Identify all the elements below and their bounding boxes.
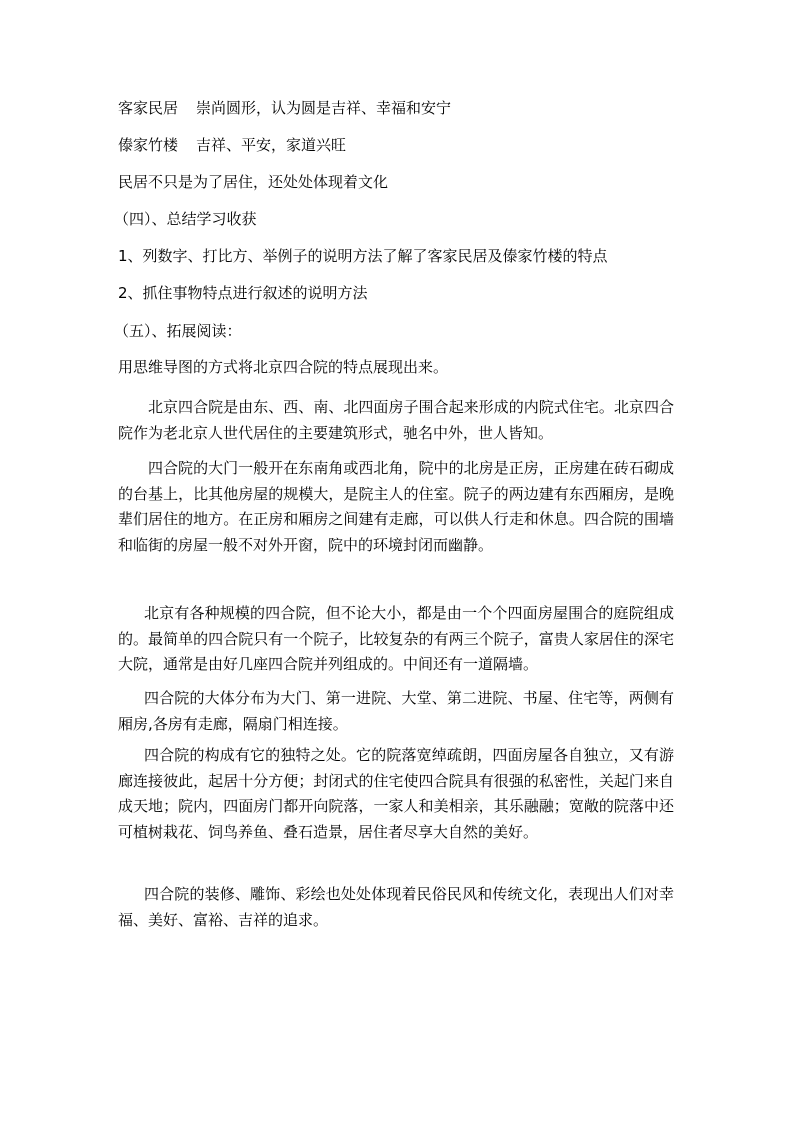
dai-text: 吉祥、平安，家道兴旺: [196, 136, 347, 154]
hakka-label: 客家民居: [118, 99, 179, 117]
paragraph-3: 北京有各种规模的四合院，但不论大小，都是由一个个四面房屋围合的庭院组成的。最简单的四合院只有一个院子，比较复杂的有两三个院子，富贵人家居住的深宅大院，通常是由好几座四合院并列组成的。中间还有一道隔墙。: [118, 604, 674, 673]
paragraph-1: 北京四合院是由东、西、南、北四面房子围合起来形成的内院式住宅。北京四合院作为老北京人世代居住的主要建筑形式，驰名中外，世人皆知。: [118, 398, 674, 442]
dai-line: [118, 135, 346, 155]
summary-item-1: 1、列数字、打比方、举例子的说明方法了解了客家民居及傣家竹楼的特点: [118, 247, 608, 265]
culture-line: 民居不只是为了居住，还处处体现着文化: [118, 173, 389, 191]
section-5-heading: （五）、拓展阅读：: [114, 322, 242, 340]
dai-label: 傣家竹楼: [118, 136, 179, 154]
paragraph-2: 四合院的大门一般开在东南角或西北角，院中的北房是正房，正房建在砖石砌成的台基上，比其他房屋的规模大，是院主人的住室。院子的两边建有东西厢房，是晚辈们居住的地方。在正房和厢房之间建有走廊，可以供人行走和休息。四合院的围墙和临街的房屋一般不对外开窗，院中的环境封闭而幽静。: [118, 459, 674, 554]
paragraph-6: 四合院的装修、雕饰、彩绘也处处体现着民俗民风和传统文化，表现出人们对幸福、美好、富裕、吉祥的追求。: [118, 885, 674, 929]
summary-item-2: 2、抓住事物特点进行叙述的说明方法: [118, 284, 368, 302]
hakka-line: [118, 98, 451, 118]
paragraph-4: 四合院的大体分布为大门、第一进院、大堂、第二进院、书屋、住宅等，两侧有厢房,各房有走廊，隔扇门相连接。: [118, 689, 674, 733]
reading-task: 用思维导图的方式将北京四合院的特点展现出来。: [118, 358, 449, 376]
paragraph-5: 四合院的构成有它的独特之处。它的院落宽绰疏朗，四面房屋各自独立，又有游廊连接彼此，起居十分方便；封闭式的住宅使四合院具有很强的私密性，关起门来自成天地；院内，四面房门都开向院落，一家人和美相亲，其乐融融；宽敞的院落中还可植树栽花、饲鸟养鱼、叠石造景，居住者尽享大自然的美好。: [118, 746, 674, 841]
hakka-text: 崇尚圆形，认为圆是吉祥、幸福和安宁: [196, 99, 452, 117]
section-4-heading: （四）、总结学习收获: [114, 210, 257, 228]
